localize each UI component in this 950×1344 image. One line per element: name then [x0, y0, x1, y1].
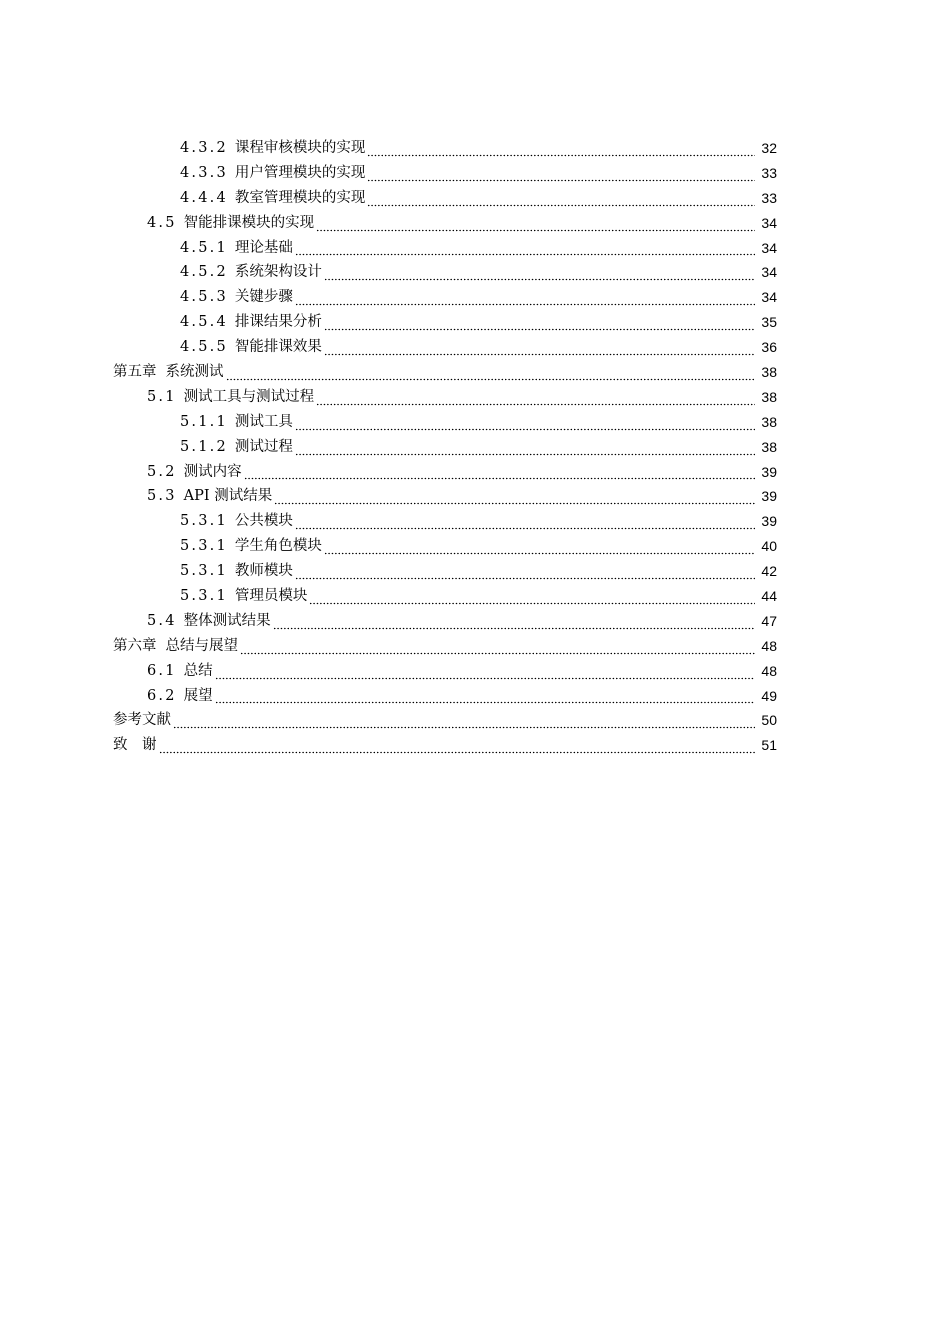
toc-entry-number: 4.5.4: [180, 314, 228, 331]
toc-entry-page-number: 39: [761, 463, 777, 480]
toc-dot-leader: [367, 140, 755, 158]
toc-dot-leader: [316, 389, 755, 407]
toc-dot-leader: [215, 687, 755, 705]
toc-entry[interactable]: [113, 584, 777, 609]
toc-entry-page-number: 44: [761, 588, 777, 605]
toc-entry[interactable]: [113, 534, 777, 559]
toc-dot-leader: [295, 513, 755, 531]
toc-entry-title: 排课结果分析: [234, 314, 322, 331]
toc-entry-title: 总结与展望: [165, 637, 238, 654]
toc-entry-page-number: 32: [761, 139, 777, 156]
toc-entry-page-number: 51: [761, 737, 777, 754]
toc-entry-title: 测试过程: [234, 438, 293, 455]
toc-dot-leader: [226, 364, 756, 382]
toc-entry-title: 系统架构设计: [234, 264, 322, 281]
toc-entry-title: 测试工具: [234, 413, 293, 430]
toc-entry-number: 第五章: [113, 364, 157, 380]
toc-entry[interactable]: [113, 260, 777, 285]
toc-dot-leader: [295, 289, 755, 307]
toc-entry-title: 理论基础: [234, 239, 293, 256]
toc-entry[interactable]: [113, 559, 777, 584]
toc-entry-number: 5.3.1: [180, 513, 228, 530]
toc-entry[interactable]: [113, 285, 777, 310]
toc-entry-page-number: 36: [761, 339, 777, 356]
toc-entry[interactable]: [113, 310, 777, 335]
toc-entry-page-number: 39: [761, 488, 777, 505]
toc-dot-leader: [324, 264, 755, 282]
toc-entry-number: 5.3.1: [180, 588, 228, 605]
toc-entry-number: 5.4: [147, 612, 177, 629]
toc-entry-title: API 测试结果: [183, 488, 273, 505]
toc-entry-number: 4.5: [147, 214, 177, 231]
toc-entry[interactable]: [113, 684, 777, 709]
toc-entry-number: 5.1.2: [180, 438, 228, 455]
toc-entry-page-number: 40: [761, 538, 777, 555]
toc-entry-page-number: 35: [761, 314, 777, 331]
toc-entry-number: 5.3.1: [180, 563, 228, 580]
toc-entry[interactable]: [113, 435, 777, 460]
toc-dot-leader: [324, 314, 755, 332]
toc-entry-page-number: 42: [761, 563, 777, 580]
toc-entry-page-number: 50: [761, 712, 777, 729]
toc-entry-number: 6.2: [147, 687, 177, 704]
toc-entry-number: 4.5.2: [180, 264, 228, 281]
toc-entry-page-number: 34: [761, 264, 777, 281]
toc-entry[interactable]: [113, 484, 777, 509]
toc-entry[interactable]: [113, 609, 777, 634]
toc-entry[interactable]: [113, 634, 777, 659]
toc-entry-number: 5.3: [147, 488, 177, 505]
toc-entry-page-number: 34: [761, 289, 777, 306]
toc-entry[interactable]: [113, 410, 777, 435]
toc-entry-number: 第六章: [113, 637, 157, 654]
toc-entry-page-number: 34: [761, 239, 777, 256]
toc-dot-leader: [215, 663, 755, 681]
toc-dot-leader: [295, 563, 755, 581]
toc-dot-leader: [309, 588, 755, 606]
toc-entry[interactable]: [113, 335, 777, 360]
toc-entry[interactable]: [113, 360, 777, 385]
toc-entry[interactable]: [113, 186, 777, 211]
toc-entry-title: 管理员模块: [234, 588, 308, 605]
toc-entry-number: 4.3.2: [180, 139, 228, 156]
toc-entry-page-number: 38: [761, 388, 777, 405]
toc-entry-number: 5.1: [147, 388, 177, 405]
toc-dot-leader: [244, 463, 755, 481]
toc-entry-title: 智能排课模块的实现: [183, 214, 315, 231]
toc-entry-page-number: 33: [761, 189, 777, 206]
toc-entry-number: 4.4.4: [180, 189, 228, 206]
toc-dot-leader: [173, 712, 755, 730]
toc-entry-page-number: 33: [761, 164, 777, 181]
toc-entry-number: 4.5.5: [180, 339, 228, 356]
toc-entry-number: 6.1: [147, 662, 177, 679]
toc-entry[interactable]: [113, 460, 777, 485]
toc-dot-leader: [295, 439, 755, 457]
toc-entry-page-number: 39: [761, 513, 777, 530]
toc-entry-number: 5.1.1: [180, 413, 228, 430]
toc-entry-page-number: 49: [761, 687, 777, 704]
toc-dot-leader: [316, 215, 755, 233]
toc-entry-title: 展望: [183, 687, 213, 704]
toc-entry-title: 公共模块: [234, 513, 293, 530]
toc-entry-page-number: 47: [761, 612, 777, 629]
toc-dot-leader: [159, 737, 756, 755]
toc-entry[interactable]: [113, 733, 777, 758]
toc-entry-page-number: 38: [761, 413, 777, 430]
toc-entry[interactable]: [113, 236, 777, 261]
toc-dot-leader: [274, 488, 755, 506]
toc-entry-title: 用户管理模块的实现: [234, 164, 366, 181]
toc-entry[interactable]: [113, 509, 777, 534]
toc-dot-leader: [367, 190, 755, 208]
toc-entry-number: 4.5.3: [180, 289, 228, 306]
toc-entry-page-number: 34: [761, 214, 777, 231]
toc-entry-title: 致 谢: [113, 737, 157, 754]
toc-entry-page-number: 38: [761, 438, 777, 455]
toc-dot-leader: [273, 613, 755, 631]
toc-entry-title: 测试内容: [183, 463, 242, 480]
toc-entry[interactable]: [113, 161, 777, 186]
toc-entry-title: 测试工具与测试过程: [183, 388, 315, 405]
toc-entry-title: 教室管理模块的实现: [234, 189, 366, 206]
toc-entry-page-number: 48: [761, 662, 777, 679]
toc-entry-title: 整体测试结果: [183, 612, 271, 629]
toc-entry-title: 总结: [183, 662, 213, 679]
toc-entry-title: 教师模块: [234, 563, 293, 580]
toc-entry-number: 4.5.1: [180, 239, 228, 256]
toc-entry-title: 课程审核模块的实现: [234, 139, 366, 156]
toc-entry[interactable]: [113, 659, 777, 684]
toc-dot-leader: [324, 339, 755, 357]
toc-entry[interactable]: [113, 211, 777, 236]
toc-entry[interactable]: [113, 708, 777, 733]
toc-dot-leader: [367, 165, 755, 183]
toc-entry-title: 参考文献: [113, 712, 171, 729]
toc-entry-title: 学生角色模块: [234, 538, 322, 555]
toc-entry-title: 系统测试: [165, 364, 224, 380]
toc-entry-title: 智能排课效果: [234, 339, 322, 356]
toc-dot-leader: [295, 239, 755, 257]
toc-dot-leader: [324, 538, 755, 556]
toc-dot-leader: [295, 414, 755, 432]
toc-dot-leader: [240, 638, 755, 656]
toc-entry-title: 关键步骤: [234, 289, 293, 306]
toc-entry[interactable]: [113, 385, 777, 410]
toc-entry-number: 5.2: [147, 463, 177, 480]
table-of-contents: [113, 136, 777, 758]
toc-entry-number: 4.3.3: [180, 164, 228, 181]
toc-entry-page-number: 38: [761, 364, 777, 380]
toc-entry-page-number: 48: [761, 637, 777, 654]
toc-entry-number: 5.3.1: [180, 538, 228, 555]
toc-entry[interactable]: [113, 136, 777, 161]
